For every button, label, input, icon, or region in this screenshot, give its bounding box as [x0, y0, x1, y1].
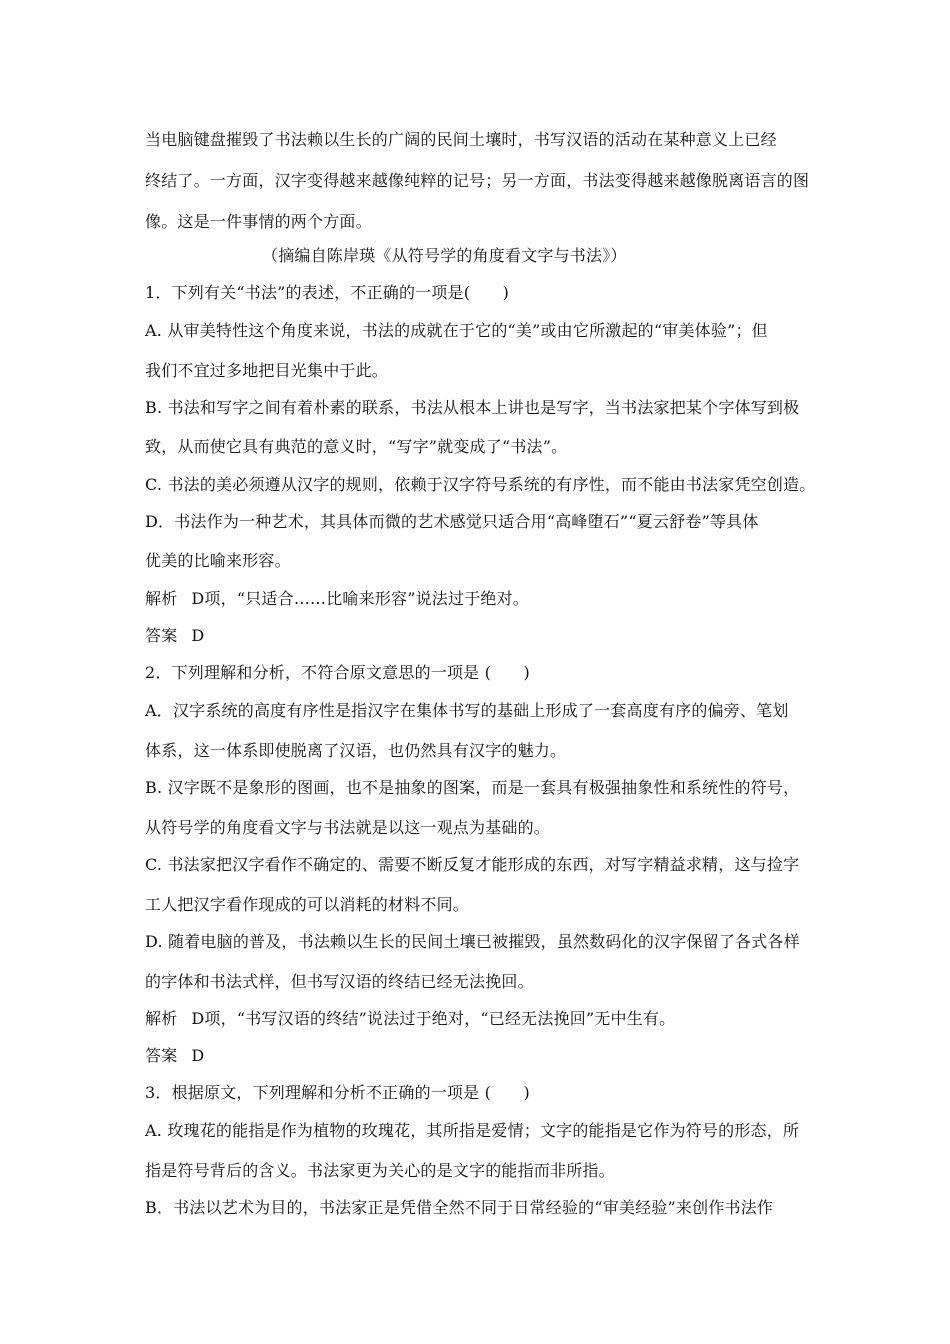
- passage-line-1: 当电脑键盘摧毁了书法赖以生长的广阔的民间土壤时，书写汉语的活动在某种意义上已经: [145, 130, 777, 149]
- q2-stem: 2．下列理解和分析，不符合原文意思的一项是 ( ): [145, 663, 530, 682]
- q1-option-d-line-1: D．书法作为一种艺术，其具体而微的艺术感觉只适合用“高峰堕石”“夏云舒卷”等具体: [145, 512, 759, 531]
- q1-option-a-line-2: 我们不宜过多地把目光集中于此。: [145, 361, 389, 380]
- q3-option-b-line-1: B．书法以艺术为目的，书法家正是凭借全然不同于日常经验的“审美经验”来创作书法作: [145, 1198, 774, 1217]
- q1-option-b-line-1: B. 书法和写字之间有着朴素的联系，书法从根本上讲也是写字，当书法家把某个字体写到极: [145, 398, 800, 417]
- q1-analysis: [145, 588, 825, 610]
- q2-option-b-line-2: 从符号学的角度看文字与书法就是以这一观点为基础的。: [145, 818, 551, 837]
- q2-option-d-line-1: D. 随着电脑的普及，书法赖以生长的民间土壤已被摧毁，虽然数码化的汉字保留了各式各样: [145, 932, 800, 951]
- q2-analysis-text: D项，“书写汉语的终结”说法过于绝对，“已经无法挽回”无中生有。: [191, 1009, 676, 1028]
- q1-option-b-line-2: 致，从而使它具有典范的意义时，“写字”就变成了“书法”。: [145, 437, 568, 456]
- q2-analysis: [145, 1008, 825, 1030]
- passage-source: （摘编自陈岸瑛《从符号学的角度看文字与书法》）: [262, 246, 627, 265]
- passage-line-2: 终结了。一方面，汉字变得越来越像纯粹的记号；另一方面，书法变得越来越像脱离语言的图: [145, 171, 810, 190]
- q1-answer-value: D: [191, 626, 205, 645]
- q2-option-c-line-1: C. 书法家把汉字看作不确定的、需要不断反复才能形成的东西，对写字精益求精，这与捡字: [145, 855, 800, 874]
- q3-option-a-line-1: A. 玫瑰花的能指是作为植物的玫瑰花，其所指是爱情；文字的能指是它作为符号的形态，所: [145, 1121, 800, 1140]
- q2-option-b-line-1: B. 汉字既不是象形的图画，也不是抽象的图案，而是一套具有极强抽象性和系统性的符号，: [145, 778, 800, 797]
- q2-option-a-line-1: A．汉字系统的高度有序性是指汉字在集体书写的基础上形成了一套高度有序的偏旁、笔划: [145, 701, 789, 720]
- q3-stem: 3．根据原文，下列理解和分析不正确的一项是 ( ): [145, 1083, 530, 1102]
- q1-option-c: C. 书法的美必须遵从汉字的规则，依赖于汉字符号系统的有序性，而不能由书法家凭空创造。: [145, 475, 816, 494]
- q1-answer: [145, 625, 825, 647]
- q1-option-d-line-2: 优美的比喻来形容。: [145, 551, 291, 570]
- q1-analysis-label: 解析: [145, 589, 178, 608]
- q2-option-d-line-2: 的字体和书法式样，但书写汉语的终结已经无法挽回。: [145, 972, 534, 991]
- q1-stem: 1．下列有关“书法”的表述，不正确的一项是( ): [145, 283, 510, 302]
- q1-option-a-line-1: A. 从审美特性这个角度来说，书法的成就在于它的“美”或由它所激起的“审美体验”；但: [145, 321, 768, 340]
- q2-option-c-line-2: 工人把汉字看作现成的可以消耗的材料不同。: [145, 895, 470, 914]
- q2-answer-value: D: [191, 1046, 205, 1065]
- q1-analysis-text: D项，“只适合……比喻来形容”说法过于绝对。: [191, 589, 529, 608]
- q2-option-a-line-2: 体系，这一体系即使脱离了汉语，也仍然具有汉字的魅力。: [145, 741, 567, 760]
- q2-answer-label: 答案: [145, 1046, 178, 1065]
- passage-line-3: 像。这是一件事情的两个方面。: [145, 212, 372, 231]
- q2-answer: [145, 1045, 825, 1067]
- q3-option-a-line-2: 指是符号背后的含义。书法家更为关心的是文字的能指而非所指。: [145, 1161, 615, 1180]
- q1-answer-label: 答案: [145, 626, 178, 645]
- q2-analysis-label: 解析: [145, 1009, 178, 1028]
